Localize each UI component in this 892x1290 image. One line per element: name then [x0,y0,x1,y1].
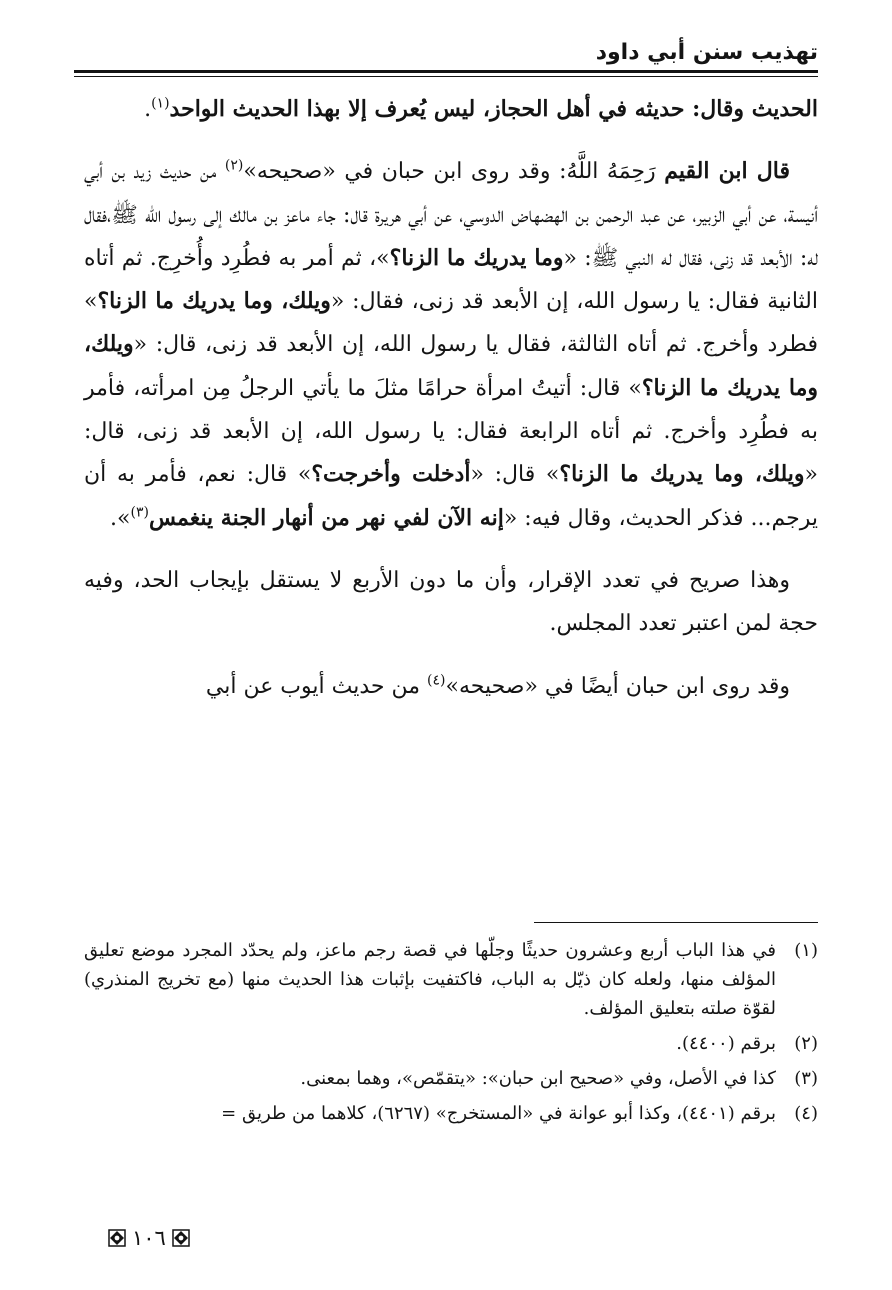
page-number-block [108,1226,190,1250]
footnote-text: كذا في الأصل، وفي «صحيح ابن حبان»: «يتقمّص»، وهما بمعنى. [300,1068,776,1089]
hadith-quote: ويلك، وما يدريك ما الزنا؟ [97,288,331,315]
paragraph-1-end: . [144,97,152,122]
running-title: تهذيب سنن أبي داود [595,40,818,65]
hadith-quote: أدخلت وأخرجت؟ [311,461,471,488]
header-rule-thin [74,76,818,77]
footnote [84,1064,818,1093]
paragraph-2-part: » فطرد وأخرج. ثم أتاه الثالثة، فقال يا رسول الله، إن الأبعد قد زنى، قال: « [84,289,818,358]
paragraph-4-text: من حديث أيوب عن أبي [205,673,428,699]
ornament-icon [172,1229,190,1247]
footnote-ref-1: (١) [151,95,170,112]
paragraph-2-part: رَحِمَهُ اللَّهُ: وقد روى ابن حبان في «صحيحه» [243,159,665,185]
footnote [84,1029,818,1058]
footnote [84,936,818,1023]
footnote-text: برقم (٤٤٠٠). [676,1033,776,1054]
footnote-separator [534,922,818,923]
paragraph-2-part: من حديث زيد بن أبي أنيسة، عن أبي الزبير، عن عبد الرحمن بن الهضهاض الدوسي، عن أبي هريرة قال: جاء ماعز بن مالك إلى رسول الله ﷺ،فقال له: الأبعد قد زنى، فقال له النبي ﷺ: « [84,159,818,271]
paragraph-1 [84,88,818,131]
footnote-number: (١) [794,940,818,961]
hadith-quote: ويلك، وما يدريك ما الزنا؟ [559,461,805,488]
ibn-qayyim-heading: قال ابن القيم [664,158,791,185]
main-text [84,88,818,708]
paragraph-3: وهذا صريح في تعدد الإقرار، وأن ما دون الأربع لا يستقل بإيجاب الحد، وفيه حجة لمن اعتبر تعدد المجلس. [84,567,818,637]
paragraph-4-text: وقد روى ابن حبان أيضًا في «صحيحه» [445,673,790,699]
ornament-icon [108,1229,126,1247]
footnote-number: (٢) [794,1033,818,1054]
footnote-ref-2: (٢) [224,157,244,174]
paragraph-2 [84,150,818,540]
paragraph-2-part: »، ثم أمر به فطُرِد وأُخرِج. ثم أتاه الثانية فقال: يا رسول الله، إن الأبعد قد زنى، فقال: « [84,245,818,315]
footnote-text: في هذا الباب أربع وعشرون حديثًا وجلّها في قصة رجم ماعز، ولم يحدّد المجرد موضع تعليق المؤلف منها، ولعله كان ذيّل به الباب، فاكتفيت بإثبات هذا الحديث منها (مع تخريج المنذري) لقوّة صلته بتعليق المؤلف. [84,940,776,1019]
page-number: ١٠٦ [132,1226,166,1250]
hadith-quote: ويلك، وما يدريك ما الزنا؟ [84,331,818,401]
paragraph-2-end: ». [110,505,131,531]
paragraph-4 [84,665,818,708]
paragraph-2-part: » قال: نعم، فأمر به أن يرجم... فذكر الحديث، وقال فيه: « [84,462,818,531]
hadith-quote: إنه الآن لفي نهر من أنهار الجنة ينغمس [148,504,504,531]
footnote-ref-3: (٣) [130,504,149,521]
hadith-quote: وما يدريك ما الزنا؟ [389,244,564,271]
footnotes [84,936,818,1134]
paragraph-2-part: » قال: أتيتُ امرأة حرامًا مثلَ ما يأتي الرجلُ مِن امرأته، فأمر به فطُرِد وأخرج. ثم أتاه الرابعة فقال: يا رسول الله، إن الأبعد قد زنى، قال: « [84,375,818,488]
footnote [84,1099,818,1128]
paragraph-1-text: الحديث وقال: حديثه في أهل الحجاز، ليس يُعرف إلا بهذا الحديث الواحد [169,96,818,122]
footnote-ref-4: (٤) [427,672,446,689]
footnote-text: برقم (٤٤٠١)، وكذا أبو عوانة في «المستخرج» (٦٢٦٧)، كلاهما من طريق = [221,1103,776,1124]
footnote-number: (٣) [794,1068,818,1089]
paragraph-2-part: » قال: « [470,462,560,488]
footnote-number: (٤) [794,1103,818,1124]
header-rule-thick [74,70,818,73]
